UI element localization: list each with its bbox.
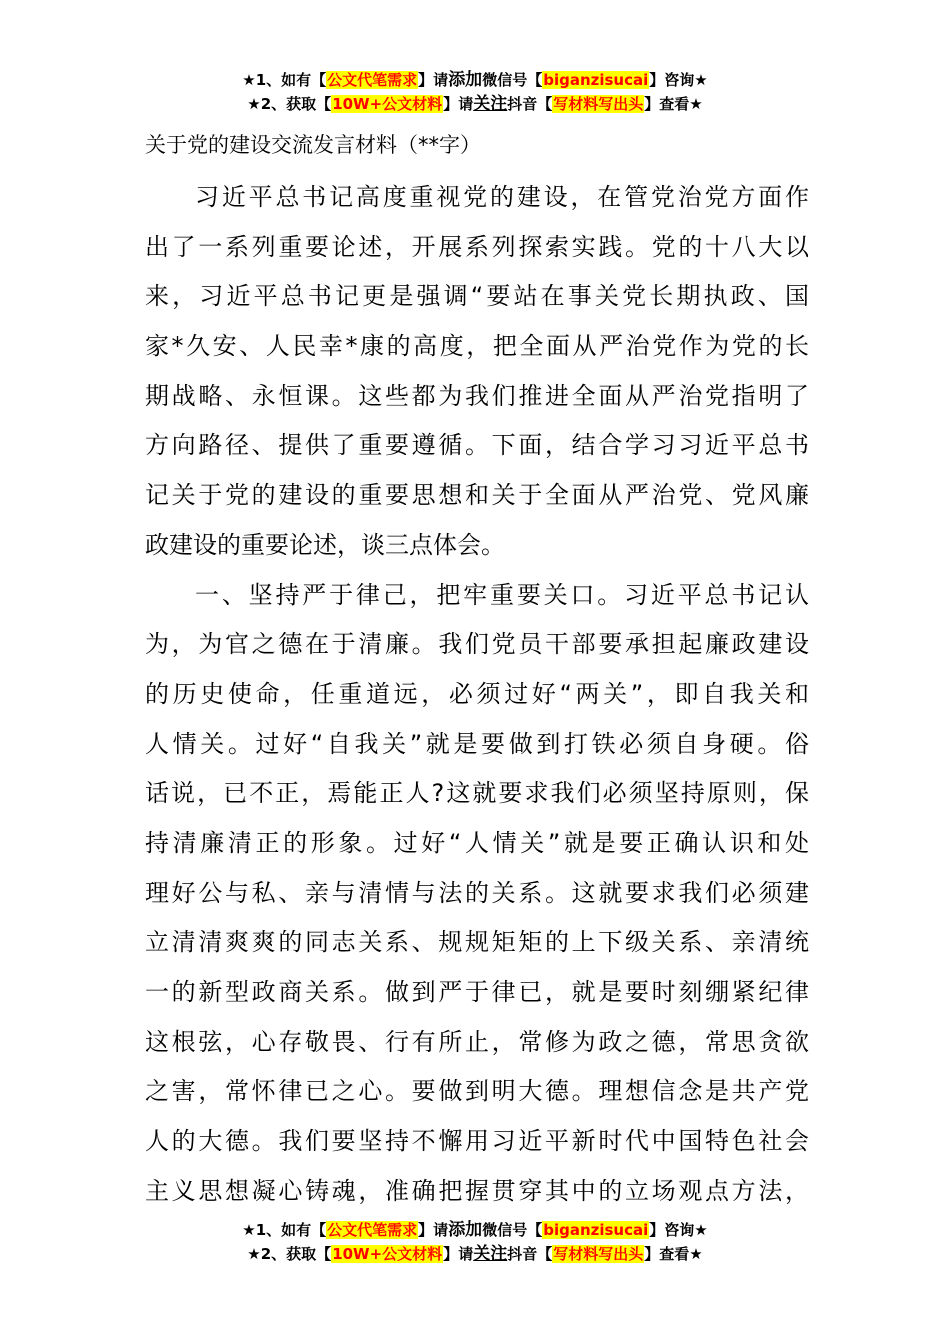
body-line: 一、坚持严于律己，把牢重要关口。习近平总书记认: [195, 580, 809, 609]
banner-line-1: [0, 68, 950, 92]
body-line: 人情关。过好“自我关”就是要做到打铁必须自身硬。俗: [145, 729, 809, 758]
body-line: 政建设的重要论述，谈三点体会。: [145, 530, 505, 559]
banner-highlight: biganzisucai: [543, 71, 649, 89]
body-line: 理好公与私、亲与清情与法的关系。这就要求我们必须建: [145, 878, 809, 907]
document-title: 关于党的建设交流发言材料（**字）: [145, 133, 481, 157]
banner-text: 抖音【: [507, 95, 553, 113]
banner-emphasis: 添加: [448, 1220, 483, 1240]
banner-text: 微信号【: [482, 71, 543, 89]
body-line: 之害，常怀律已之心。要做到明大德。理想信念是共产党: [145, 1077, 809, 1106]
body-line: 习近平总书记高度重视党的建设，在管党治党方面作: [195, 183, 809, 211]
footer-banner: [0, 1218, 950, 1266]
banner-text: ★1、如有【: [242, 1221, 327, 1239]
banner-text: ★1、如有【: [242, 71, 327, 89]
banner-text: ★2、获取【: [247, 1245, 332, 1263]
banner-emphasis: 添加: [448, 70, 483, 90]
banner-text: 】咨询★: [649, 71, 708, 89]
banner-emphasis: 关注: [473, 94, 508, 114]
banner-text: 】请: [443, 1245, 474, 1263]
banner-text: 微信号【: [482, 1221, 543, 1239]
banner-highlight: 写材料写出头: [553, 1245, 644, 1263]
body-line: 话说，已不正，焉能正人?这就要求我们必须坚持原则，保: [145, 779, 809, 808]
banner-line-2: [0, 92, 950, 116]
body-line: 一的新型政商关系。做到严于律已，就是要时刻绷紧纪律: [145, 978, 809, 1006]
body-line: 的历史使命，任重道远，必须过好“两关”，即自我关和: [145, 679, 809, 708]
banner-line-1: [0, 1218, 950, 1242]
document-body: [145, 173, 809, 1216]
body-line: 出了一系列重要论述，开展系列探索实践。党的十八大以: [145, 232, 809, 261]
banner-text: 】请: [418, 71, 449, 89]
body-line: 家*久安、人民幸*康的高度，把全面从严治党作为党的长: [145, 332, 809, 361]
body-line: 记关于党的建设的重要思想和关于全面从严治党、党风廉: [145, 481, 809, 510]
banner-text: ★2、获取【: [247, 95, 332, 113]
banner-highlight: 公文代笔需求: [327, 71, 418, 89]
banner-emphasis: 关注: [473, 1244, 508, 1264]
body-line: 方向路径、提供了重要遵循。下面，结合学习习近平总书: [145, 431, 809, 460]
banner-highlight: 公文代笔需求: [327, 1221, 418, 1239]
banner-text: 抖音【: [507, 1245, 553, 1263]
banner-text: 】查看★: [644, 95, 703, 113]
body-line: 来，习近平总书记更是强调“要站在事关党长期执政、国: [145, 282, 809, 311]
banner-highlight: 写材料写出头: [553, 95, 644, 113]
body-line: 人的大德。我们要坚持不懈用习近平新时代中国特色社会: [145, 1127, 809, 1156]
body-line: 主义思想凝心铸魂，准确把握贯穿其中的立场观点方法，: [145, 1176, 809, 1205]
header-banner: [0, 68, 950, 116]
banner-text: 】请: [418, 1221, 449, 1239]
body-line: 期战略、永恒课。这些都为我们推进全面从严治党指明了: [145, 381, 809, 410]
banner-line-2: [0, 1242, 950, 1266]
banner-highlight: 10W+公文材料: [332, 95, 443, 113]
banner-highlight: biganzisucai: [543, 1221, 649, 1239]
body-line: 持清廉清正的形象。过好“人情关”就是要正确认识和处: [145, 828, 809, 857]
body-line: 为，为官之德在于清廉。我们党员干部要承担起廉政建设: [145, 630, 809, 659]
body-line: 立清清爽爽的同志关系、规规矩矩的上下级关系、亲清统: [145, 928, 809, 957]
banner-highlight: 10W+公文材料: [332, 1245, 443, 1263]
banner-text: 】请: [443, 95, 474, 113]
body-line: 这根弦，心存敬畏、行有所止，常修为政之德，常思贪欲: [145, 1027, 809, 1056]
banner-text: 】查看★: [644, 1245, 703, 1263]
banner-text: 】咨询★: [649, 1221, 708, 1239]
